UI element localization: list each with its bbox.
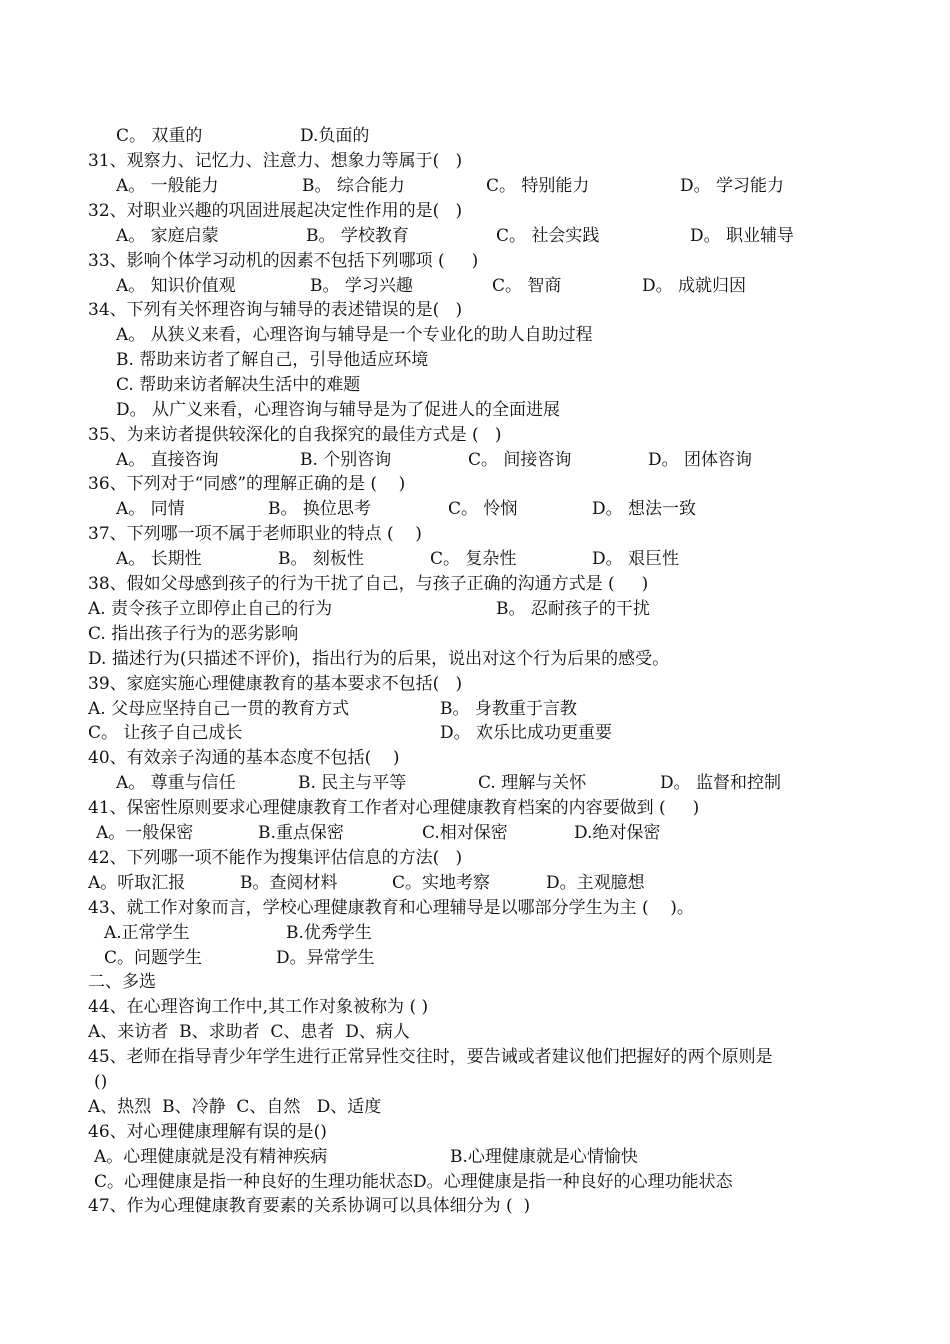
option-c: C。 双重的 (116, 126, 203, 146)
options-q41 (88, 821, 661, 846)
option-c: C。 怜悯 (448, 499, 518, 519)
options-q35 (88, 448, 753, 473)
option-a: A。听取汇报 (88, 873, 186, 893)
question-36: 36、下列对于“同感”的理解正确的是 ( ) (88, 474, 406, 494)
option-a: A。 知识价值观 (116, 276, 236, 296)
options-q46 (88, 1145, 638, 1170)
options-q30 (88, 124, 370, 149)
options-q43 (88, 921, 372, 946)
question-31: 31、观察力、记忆力、注意力、想象力等属于( ) (88, 151, 463, 171)
question-40: 40、有效亲子沟通的基本态度不包括( ) (88, 748, 400, 768)
options-q34 (88, 373, 361, 398)
option-d: D。主观臆想 (546, 873, 645, 893)
question-37: 37、下列哪一项不属于老师职业的特点 ( ) (88, 524, 422, 544)
option-d: D。 成就归因 (642, 276, 747, 296)
options-q39 (88, 721, 613, 746)
question-32: 32、对职业兴趣的巩固进展起决定性作用的是( ) (88, 201, 463, 221)
options-q38 (88, 597, 650, 622)
option-d: D.负面的 (300, 126, 370, 146)
options-q40 (88, 771, 782, 796)
option-b: B。 综合能力 (302, 176, 405, 196)
question-47: 47、作为心理健康教育要素的关系协调可以具体细分为 ( ) (88, 1196, 531, 1216)
option-c: C。 复杂性 (430, 549, 517, 569)
question-45-blank (88, 1070, 110, 1095)
option-a: A.正常学生 (104, 923, 190, 943)
option-c: C。 智商 (492, 276, 562, 296)
options-q34 (88, 348, 429, 373)
question-42: 42、下列哪一项不能作为搜集评估信息的方法( ) (88, 848, 463, 868)
option-b: B. 个别咨询 (300, 450, 392, 470)
option-b: B.优秀学生 (286, 923, 372, 943)
option-b: B.心理健康就是心情愉快 (450, 1147, 638, 1167)
question-39: 39、家庭实施心理健康教育的基本要求不包括( ) (88, 674, 463, 694)
option-a: A。 尊重与信任 (116, 773, 236, 793)
option-a: A. 父母应坚持自己一贯的教育方式 (88, 699, 350, 719)
option-a: A。一般保密 (96, 823, 194, 843)
option-a: A。 家庭启蒙 (116, 226, 219, 246)
options-q38 (88, 647, 670, 672)
options-q46 (88, 1170, 733, 1195)
option-b: B。 换位思考 (268, 499, 371, 519)
options-q34 (88, 398, 561, 423)
options-q33 (88, 274, 747, 299)
question-46: 46、对心理健康理解有误的是() (88, 1122, 327, 1142)
option-d: D。 团体咨询 (648, 450, 753, 470)
options-q38 (88, 622, 299, 647)
option-b: B。 忍耐孩子的干扰 (496, 599, 650, 619)
option-d: D。 从广义来看，心理咨询与辅导是为了促进人的全面进展 (116, 400, 561, 420)
option-b: B。 刻板性 (278, 549, 364, 569)
section-heading: 二、多选 (88, 972, 156, 992)
option-b: B.重点保密 (258, 823, 344, 843)
option-a: A。 从狭义来看，心理咨询与辅导是一个专业化的助人自助过程 (116, 325, 593, 345)
option-d: D。 监督和控制 (660, 773, 782, 793)
question-33: 33、影响个体学习动机的因素不包括下列哪项 ( ) (88, 251, 479, 271)
option-c: C. 指出孩子行为的恶劣影响 (88, 624, 299, 644)
option-d: D。 欢乐比成功更重要 (440, 723, 613, 743)
option-c: C。实地考察 (392, 873, 491, 893)
options-q39 (88, 697, 577, 722)
options-q36 (88, 497, 697, 522)
option-c: C。 特别能力 (486, 176, 590, 196)
options-q45: A、热烈 B、冷静 C、自然 D、适度 (88, 1097, 382, 1117)
option-a: A。 一般能力 (116, 176, 219, 196)
question-44: 44、在心理咨询工作中,其工作对象被称为 ( ) (88, 997, 429, 1017)
option-b: B。 学校教育 (306, 226, 409, 246)
option-b: B。 身教重于言教 (440, 699, 577, 719)
options-q32 (88, 224, 795, 249)
question-34: 34、下列有关怀理咨询与辅导的表述错误的是( ) (88, 300, 463, 320)
option-a: A。 直接咨询 (116, 450, 219, 470)
option-d: D。 学习能力 (680, 176, 785, 196)
option-a: A。 同情 (116, 499, 185, 519)
option-c-d: C。心理健康是指一种良好的生理功能状态D。心理健康是指一种良好的心理功能状态 (94, 1172, 733, 1192)
option-a: A。心理健康就是没有精神疾病 (94, 1147, 328, 1167)
option-c: C. 理解与关怀 (478, 773, 587, 793)
option-b: B. 民主与平等 (298, 773, 407, 793)
options-q42 (88, 871, 645, 896)
option-c: C。 间接咨询 (468, 450, 572, 470)
option-d: D。 想法一致 (592, 499, 697, 519)
question-35: 35、为来访者提供较深化的自我探究的最佳方式是 ( ) (88, 425, 502, 445)
option-d: D。异常学生 (276, 948, 375, 968)
options-q44: A、来访者 B、求助者 C、患者 D、病人 (88, 1022, 410, 1042)
option-c: C。 让孩子自己成长 (88, 723, 243, 743)
option-c: C. 帮助来访者解决生活中的难题 (116, 375, 361, 395)
question-43: 43、就工作对象而言，学校心理健康教育和心理辅导是以哪部分学生为主 ( )。 (88, 898, 694, 918)
answer-blank: () (94, 1072, 108, 1092)
option-b: B. 帮助来访者了解自己，引导他适应环境 (116, 350, 429, 370)
option-a: A. 责令孩子立即停止自己的行为 (88, 599, 333, 619)
question-38: 38、假如父母感到孩子的行为干扰了自己，与孩子正确的沟通方式是 ( ) (88, 574, 649, 594)
question-45: 45、老师在指导青少年学生进行正常异性交往时，要告诫或者建议他们把握好的两个原则是 (88, 1047, 773, 1067)
option-c: C。 社会实践 (496, 226, 600, 246)
options-q31 (88, 174, 785, 199)
option-b: B。查阅材料 (240, 873, 338, 893)
option-d: D.绝对保密 (574, 823, 661, 843)
option-d: D。 艰巨性 (592, 549, 680, 569)
options-q43 (88, 946, 375, 971)
option-c: C。问题学生 (104, 948, 203, 968)
option-a: A。 长期性 (116, 549, 202, 569)
option-d: D. 描述行为(只描述不评价)，指出行为的后果，说出对这个行为后果的感受。 (88, 649, 670, 669)
question-41: 41、保密性原则要求心理健康教育工作者对心理健康教育档案的内容要做到 ( ) (88, 798, 700, 818)
option-d: D。 职业辅导 (690, 226, 795, 246)
options-q34 (88, 323, 593, 348)
options-q37 (88, 547, 680, 572)
option-b: B。 学习兴趣 (310, 276, 413, 296)
option-c: C.相对保密 (422, 823, 508, 843)
